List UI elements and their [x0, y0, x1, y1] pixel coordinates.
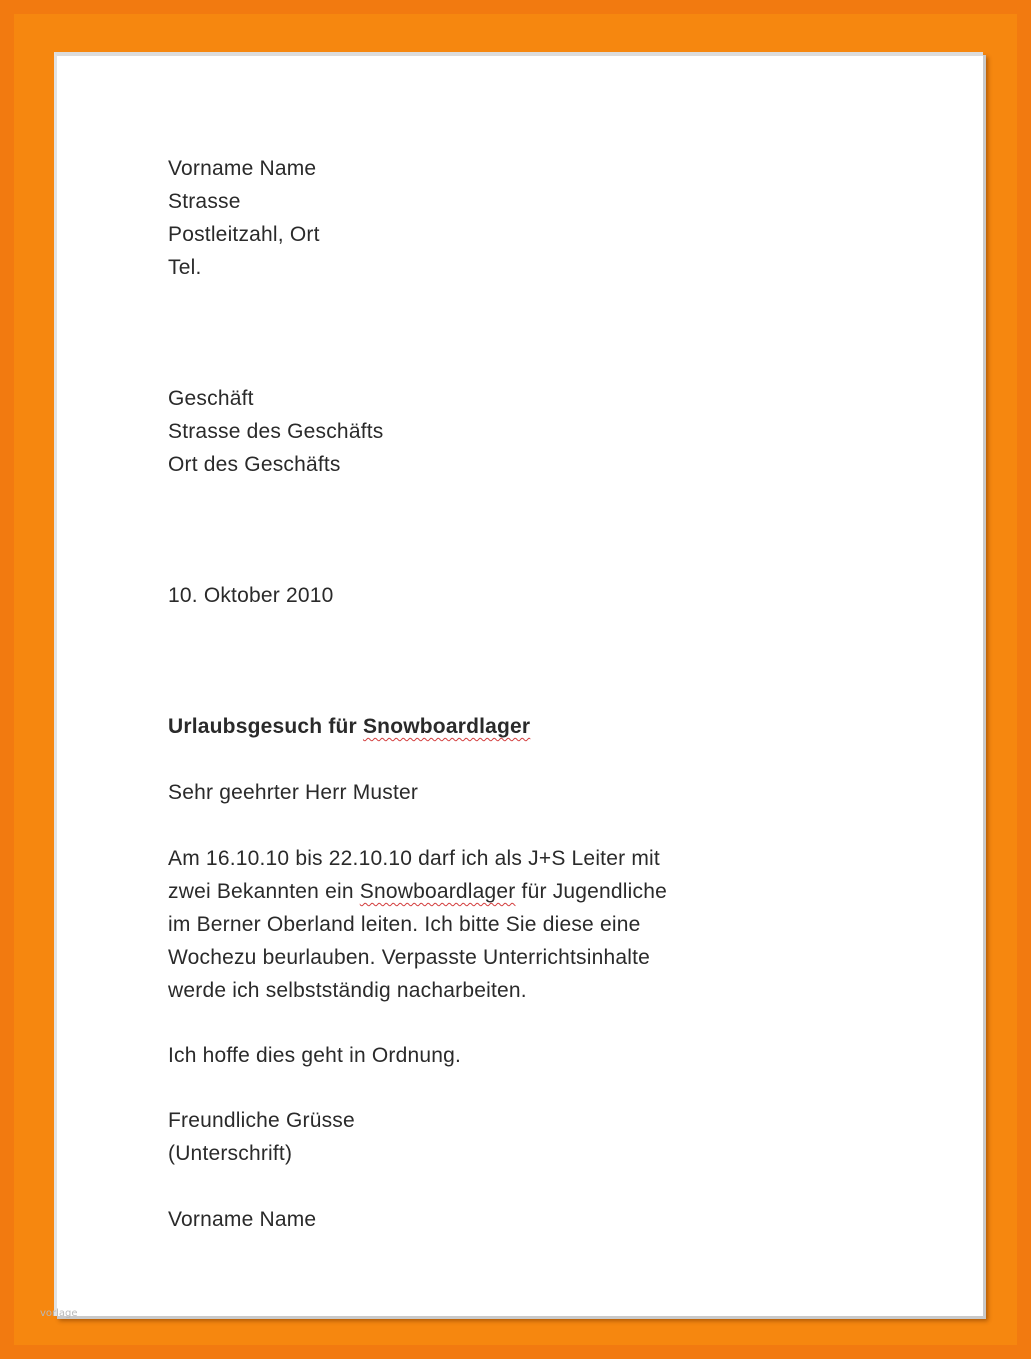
body-line-1: Am 16.10.10 bis 22.10.10 darf ich als J+S Leiter mit [168, 847, 660, 870]
sender-address [168, 152, 320, 284]
body-line-4: Wochezu beurlauben. Verpasste Unterrichtsinhalte [168, 946, 650, 969]
sender-phone: Tel. [168, 256, 202, 279]
letter-body [168, 842, 667, 1007]
salutation: Sehr geehrter Herr Muster [168, 781, 419, 804]
recipient-address [168, 382, 383, 481]
watermark: vorlage [40, 1308, 78, 1319]
closing-note: Ich hoffe dies geht in Ordnung. [168, 1044, 462, 1067]
letter-subject [168, 710, 530, 743]
recipient-city: Ort des Geschäfts [168, 453, 341, 476]
body-line-3: im Berner Oberland leiten. Ich bitte Sie diese eine [168, 913, 641, 936]
sender-city: Postleitzahl, Ort [168, 223, 320, 246]
sender-street: Strasse [168, 190, 241, 213]
body-line-2-prefix: zwei Bekannten ein [168, 880, 360, 903]
body-line-2 [168, 875, 667, 908]
subject-highlight: Snowboardlager [362, 715, 531, 738]
body-line-2-highlight: Snowboardlager [359, 880, 516, 903]
closing-block [168, 1104, 355, 1170]
signature-placeholder: (Unterschrift) [168, 1142, 293, 1165]
signature-name: Vorname Name [168, 1208, 317, 1231]
body-line-2-suffix: für Jugendliche [515, 880, 667, 903]
body-line-5: werde ich selbstständig nacharbeiten. [168, 979, 527, 1002]
subject-prefix: Urlaubsgesuch für [168, 715, 363, 738]
sender-name: Vorname Name [168, 157, 317, 180]
recipient-street: Strasse des Geschäfts [168, 420, 384, 443]
recipient-company: Geschäft [168, 387, 254, 410]
greeting: Freundliche Grüsse [168, 1109, 355, 1132]
letter-date: 10. Oktober 2010 [168, 584, 334, 607]
